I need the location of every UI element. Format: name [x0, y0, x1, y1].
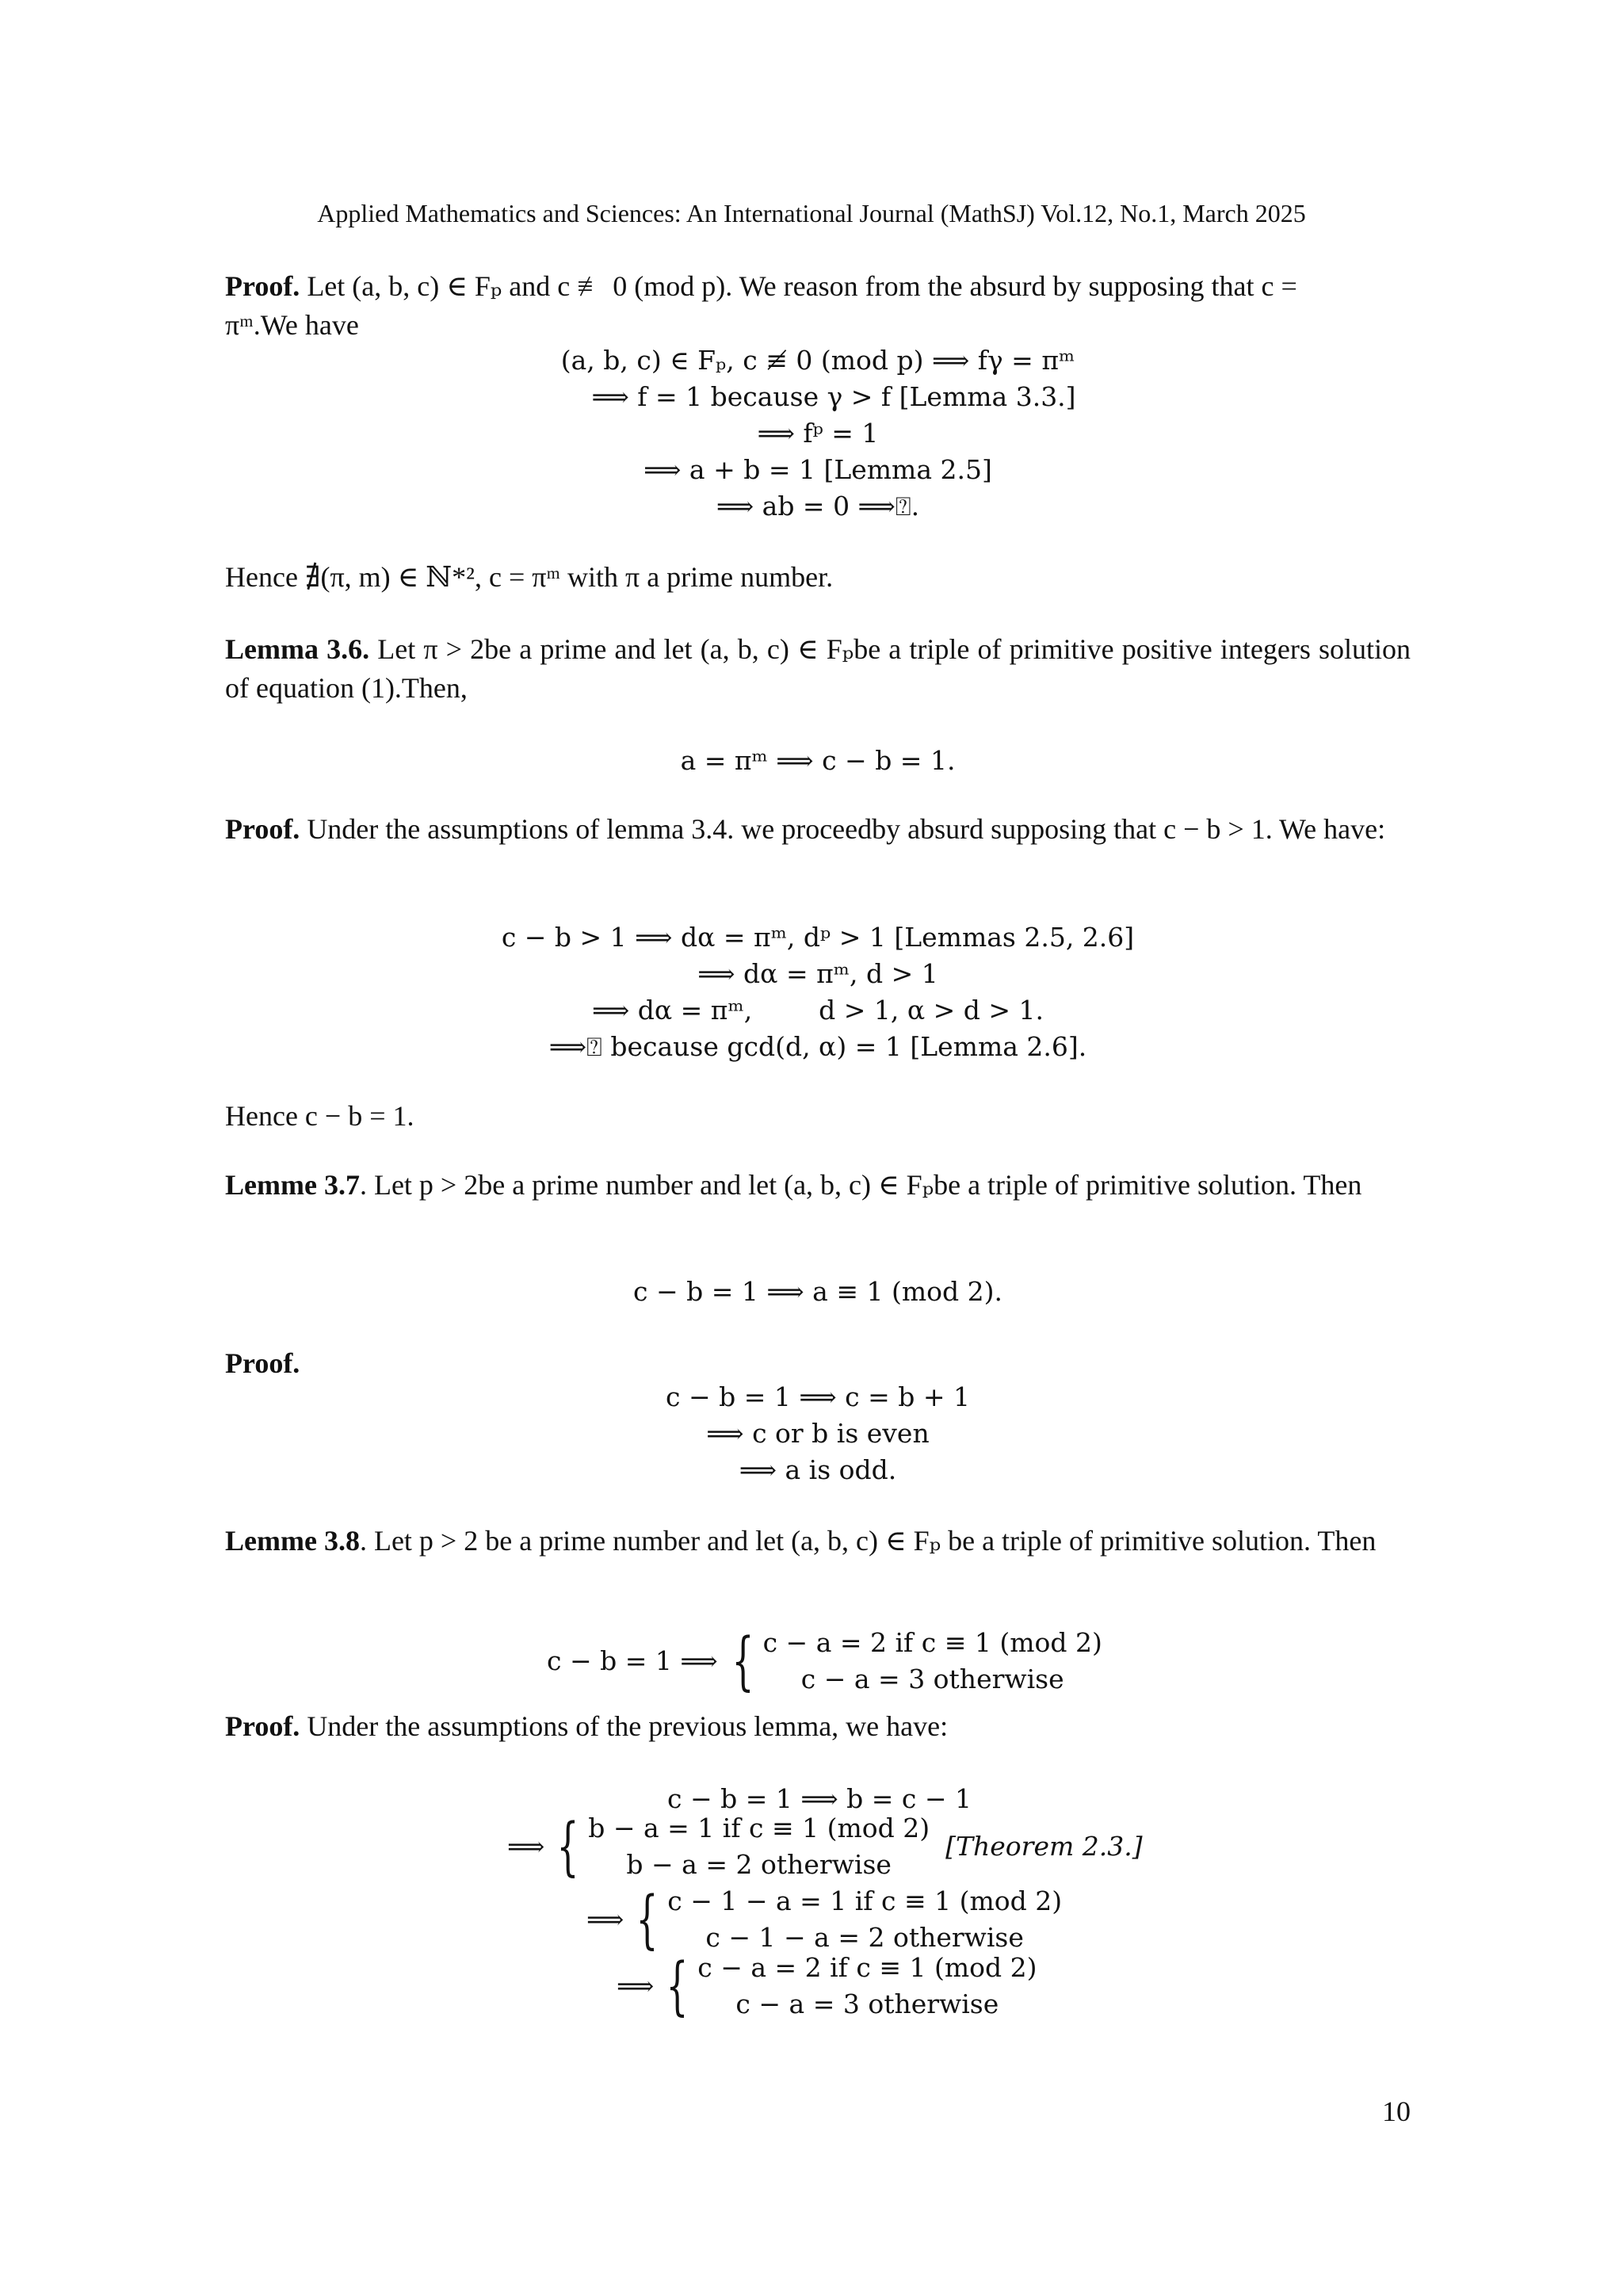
case-table [617, 1950, 1037, 2023]
lemma-label: Lemma 3.6. [225, 633, 370, 665]
left-brace: { [556, 1809, 579, 1883]
proof-text: Let (a, b, c) ∈ Fₚ and c ≢ 0 (mod p). We reason from the absurd by supposing that c = [300, 270, 1297, 302]
lemme-3-7 [225, 1166, 1411, 1205]
equation-line: (a, b, c) ∈ Fₚ, c ≢ 0 (mod p) ⟹ fγ = πᵐ [560, 345, 1075, 376]
page-number: 10 [1382, 2095, 1411, 2127]
case-table [507, 1810, 1143, 1883]
proof-text: πᵐ.We have [225, 309, 359, 341]
equation-line: c − b > 1 ⟹ dα = πᵐ, dᵖ > 1 [Lemmas 2.5, 2.6] [501, 922, 1135, 953]
theorem-reference: [Theorem 2.3.] [945, 1831, 1143, 1862]
proof-label: Proof. [225, 270, 300, 302]
case-line: c − a = 3 otherwise [800, 1664, 1064, 1694]
equation-line: ⟹ f = 1 because γ > f [Lemma 3.3.] [591, 381, 1076, 412]
case-line: c − a = 2 if c ≡ 1 (mod 2) [697, 1952, 1037, 1983]
left-brace: { [731, 1624, 754, 1698]
equation-line: ⟹ fᵖ = 1 [757, 418, 879, 449]
implies-arrow: ⟹ [586, 1904, 624, 1935]
implies-arrow: ⟹ [507, 1831, 545, 1862]
equation-line: ⟹⍰ because gcd(d, α) = 1 [Lemma 2.6]. [548, 1031, 1087, 1062]
case-line: c − a = 3 otherwise [735, 1988, 999, 2019]
proof-paragraph-3 [225, 1344, 1411, 1383]
case-line: b − a = 2 otherwise [626, 1849, 892, 1880]
case-line: c − 1 − a = 2 otherwise [705, 1922, 1024, 1953]
piecewise-equation [547, 1625, 1102, 1698]
equation-line: c − b = 1 ⟹ c = b + 1 [665, 1381, 970, 1412]
proof-paragraph-2 [225, 810, 1411, 849]
piecewise-equation [507, 1810, 1143, 1883]
lemma-equation: a = πᵐ ⟹ c − b = 1. [680, 745, 956, 776]
lemme-3-8 [225, 1522, 1411, 1561]
lhs: c − b = 1 ⟹ [547, 1645, 718, 1676]
equation-line: ⟹ ab = 0 ⟹⍰. [716, 491, 920, 521]
equation-line: ⟹ dα = πᵐ, d > 1, α > d > 1. [591, 995, 1044, 1026]
case-line: c − 1 − a = 1 if c ≡ 1 (mod 2) [667, 1885, 1063, 1916]
left-brace: { [666, 1949, 689, 2023]
case-table [547, 1625, 1102, 1698]
lemma-label: Lemme 3.7 [225, 1169, 360, 1201]
conclusion-text: Hence c − b = 1. [225, 1100, 414, 1132]
running-header: Applied Mathematics and Sciences: An International Journal (MathSJ) Vol.12, No.1, March 2025 [317, 199, 1306, 227]
lemma-equation: c − b = 1 ⟹ a ≡ 1 (mod 2). [633, 1276, 1002, 1307]
equation-line: ⟹ a is odd. [739, 1454, 897, 1485]
proof-label: Proof. [225, 813, 300, 845]
equation-line: c − b = 1 ⟹ b = c − 1 [667, 1783, 972, 1814]
equation-line: ⟹ c or b is even [706, 1418, 930, 1449]
proof-label: Proof. [225, 1347, 300, 1379]
lemma-text: . Let p > 2 be a prime number and let (a, b, c) ∈ Fₚ be a triple of primitive solution. Then [359, 1525, 1377, 1557]
proof-text: Under the assumptions of the previous lemma, we have: [300, 1710, 949, 1742]
left-brace: { [636, 1882, 659, 1956]
piecewise-equation [586, 1883, 1062, 1956]
proof-paragraph-4 [225, 1707, 1411, 1746]
lemma-3-6 [225, 630, 1411, 708]
conclusion-text: Hence ∄(π, m) ∈ ℕ*², c = πᵐ with π a prime number. [225, 561, 834, 593]
equation-line: ⟹ a + b = 1 [Lemma 2.5] [643, 454, 992, 485]
lemma-text: Let π > 2be a prime and let (a, b, c) ∈ Fₚbe a triple of primitive positive integers solution of equation (1).Then, [225, 633, 1411, 704]
piecewise-equation [617, 1950, 1037, 2023]
proof-label: Proof. [225, 1710, 300, 1742]
proof-paragraph-1 [225, 267, 1411, 345]
equation-line: ⟹ dα = πᵐ, d > 1 [697, 958, 938, 989]
proof-text: Under the assumptions of lemma 3.4. we proceedby absurd supposing that c − b > 1. We have: [300, 813, 1386, 845]
implies-arrow: ⟹ [617, 1970, 655, 2001]
case-table [586, 1883, 1062, 1956]
lemma-label: Lemme 3.8 [225, 1525, 360, 1557]
case-line: c − a = 2 if c ≡ 1 (mod 2) [762, 1627, 1102, 1658]
lemma-text: . Let p > 2be a prime number and let (a, b, c) ∈ Fₚbe a triple of primitive solution. Then [359, 1169, 1362, 1201]
case-line: b − a = 1 if c ≡ 1 (mod 2) [588, 1813, 930, 1843]
